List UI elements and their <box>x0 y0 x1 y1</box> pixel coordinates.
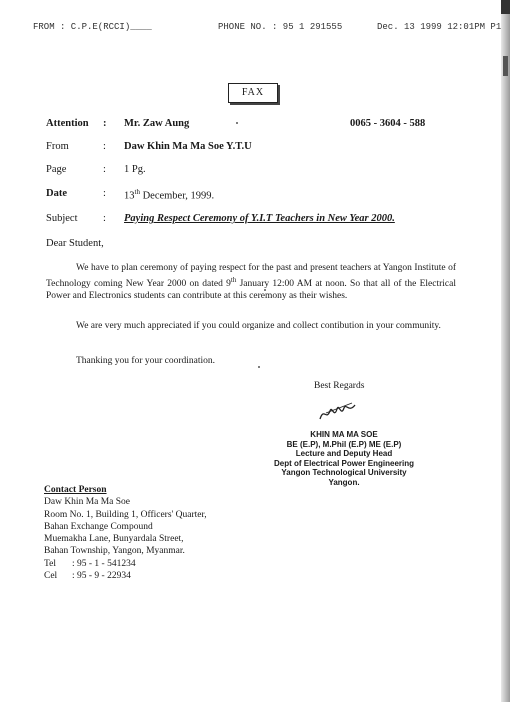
cel-value: : 95 - 9 - 22934 <box>72 571 131 582</box>
date-day-suffix: th <box>134 188 140 196</box>
scan-speck <box>264 289 266 291</box>
signatory-name: KHIN MA MA SOE <box>310 430 378 439</box>
fax-header-date: Dec. 13 1999 12:01PM P1 <box>377 22 502 32</box>
date-label: Date <box>46 188 67 199</box>
paragraph-1-part-b: January 12:00 AM at noon. So that all of the Electrical Power and Electronics students can contribute at this ceremony as their wishes. <box>46 278 456 301</box>
signatory-department: Dept of Electrical Power Engineering <box>273 458 415 468</box>
colon: : <box>103 141 106 152</box>
subject-label: Subject <box>46 213 78 224</box>
signatory-city: Yangon. <box>328 477 360 487</box>
signatory-title: Lecture and Deputy Head <box>295 449 393 459</box>
colon: : <box>103 188 106 199</box>
paragraph-1-part-a: We have to plan ceremony of paying respect for the past and present teachers at Yangon Institute of Technology coming New Year 2000 on dated 9 <box>46 263 456 289</box>
signatory-degrees: BE (E.P), M.Phil (E.P) ME (E.P) <box>286 439 402 449</box>
contact-tel <box>44 558 207 570</box>
contact-line: Muemakha Lane, Bunyardala Street, <box>44 534 184 545</box>
cel-label: Cel <box>44 571 58 582</box>
attention-label: Attention <box>46 118 89 129</box>
signatory-university: Yangon Technological University <box>281 468 407 478</box>
paragraph-1-suffix: th <box>230 275 237 284</box>
handwritten-signature <box>318 399 358 425</box>
date-day: 13 <box>124 190 135 202</box>
contact-title: Contact Person <box>44 485 107 495</box>
tel-value: : 95 - 1 - 541234 <box>72 558 136 569</box>
contact-block <box>44 484 207 582</box>
subject-value: Paying Respect Ceremony of Y.I.T Teachers in New Year 2000. <box>124 213 395 224</box>
scan-speck <box>236 122 238 124</box>
fax-title-box: FAX <box>228 83 278 103</box>
scan-edge-mark <box>503 56 508 76</box>
signature-block <box>244 430 444 488</box>
fax-transmission-header <box>33 22 502 36</box>
contact-line: Bahan Exchange Compound <box>44 521 153 532</box>
fax-header-from: FROM : C.P.E(RCCI)____ <box>33 22 152 32</box>
colon: : <box>103 164 106 175</box>
body-paragraph-1 <box>46 263 456 303</box>
scan-edge-mark <box>501 0 510 14</box>
closing: Best Regards <box>314 381 365 391</box>
fax-header-phone: PHONE NO. : 95 1 291555 <box>218 22 343 32</box>
attention-fax-number: 0065 - 3604 - 588 <box>350 118 426 129</box>
page-value: 1 Pg. <box>124 164 146 175</box>
contact-line: Daw Khin Ma Ma Soe <box>44 497 131 508</box>
contact-line: Room No. 1, Building 1, Officers' Quarter, <box>44 509 207 520</box>
from-value: Daw Khin Ma Ma Soe Y.T.U <box>124 141 252 152</box>
scan-speck <box>258 366 260 368</box>
colon: : <box>103 118 107 129</box>
from-label: From <box>46 141 69 152</box>
page-label: Page <box>46 164 67 175</box>
contact-cel <box>44 570 207 582</box>
thanks-line: Thanking you for your coordination. <box>76 356 216 366</box>
scan-edge <box>501 0 510 702</box>
attention-value: Mr. Zaw Aung <box>124 118 190 129</box>
contact-line: Bahan Township, Yangon, Myanmar. <box>44 546 185 557</box>
date-rest: December, 1999. <box>139 190 215 202</box>
date-value <box>124 188 214 202</box>
body-paragraph-2: We are very much appreciated if you could organize and collect contibution in your community. <box>76 321 441 331</box>
tel-label: Tel <box>44 558 56 569</box>
colon: : <box>103 213 106 224</box>
salutation: Dear Student, <box>46 238 104 249</box>
